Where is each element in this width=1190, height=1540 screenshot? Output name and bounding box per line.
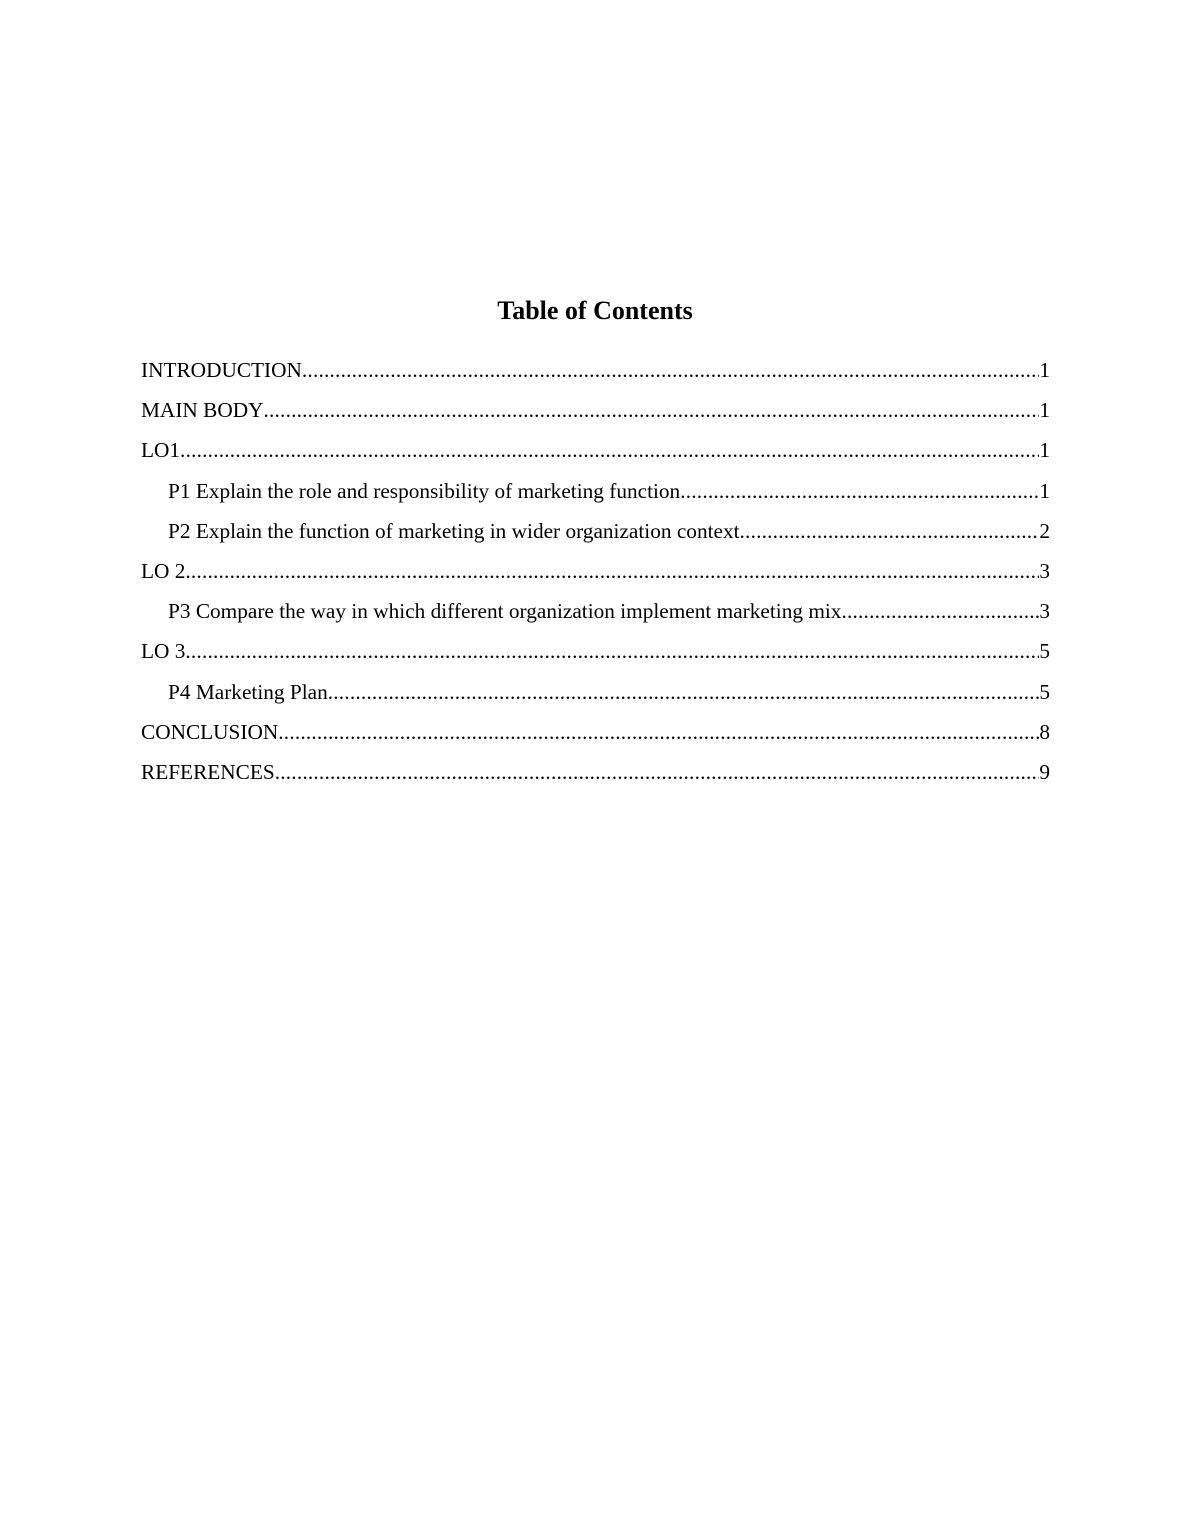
- toc-entry-text: LO 3: [141, 639, 186, 664]
- toc-entry-p3[interactable]: [141, 591, 1050, 631]
- toc-entry-text: LO 2: [141, 558, 186, 583]
- toc-entry-p4[interactable]: [141, 672, 1050, 712]
- toc-leader-dots: [302, 350, 1039, 390]
- toc-entry-introduction[interactable]: [141, 350, 1050, 390]
- toc-entry-text: LO1: [141, 438, 181, 463]
- toc-entry-lo1[interactable]: [141, 430, 1050, 470]
- toc-page-number: 8: [1039, 719, 1050, 744]
- toc-entry-references[interactable]: [141, 752, 1050, 792]
- toc-leader-dots: [275, 752, 1040, 792]
- toc-page-number: 9: [1039, 759, 1050, 784]
- toc-entry-p1[interactable]: [141, 471, 1050, 511]
- toc-leader-dots: [180, 430, 1039, 470]
- toc-entry-text: MAIN BODY: [141, 398, 264, 423]
- toc-entry-lo2[interactable]: [141, 551, 1050, 591]
- toc-page-number: 3: [1039, 599, 1050, 624]
- toc-page-number: 1: [1039, 478, 1050, 503]
- toc-entry-text: P2 Explain the function of marketing in wider organization context: [168, 518, 740, 543]
- toc-title: Table of Contents: [497, 296, 693, 325]
- toc-leader-dots: [263, 390, 1039, 430]
- toc-entry-text: INTRODUCTION: [141, 358, 302, 382]
- toc-leader-dots: [740, 511, 1040, 551]
- toc-entry-main-body[interactable]: [141, 390, 1050, 430]
- toc-leader-dots: [680, 471, 1039, 511]
- toc-leader-dots: [185, 631, 1039, 671]
- toc-page-number: 1: [1039, 438, 1050, 463]
- toc-entry-lo3[interactable]: [141, 631, 1050, 671]
- toc-page-number: 1: [1039, 398, 1050, 423]
- toc-page-number: 3: [1039, 558, 1050, 583]
- toc-leader-dots: [278, 712, 1039, 752]
- toc-leader-dots: [328, 672, 1040, 712]
- toc-entry-conclusion[interactable]: [141, 712, 1050, 752]
- toc-entry-text: P1 Explain the role and responsibility of marketing function: [168, 478, 681, 503]
- toc-page-number: 5: [1039, 639, 1050, 664]
- toc-page-number: 1: [1039, 358, 1050, 382]
- toc-entry-text: P4 Marketing Plan: [168, 679, 328, 704]
- toc-leader-dots: [841, 591, 1039, 631]
- toc-entry-text: P3 Compare the way in which different organization implement marketing mix: [168, 599, 842, 624]
- toc-entry-p2[interactable]: [141, 511, 1050, 551]
- toc-entry-text: REFERENCES: [141, 759, 275, 784]
- toc-entry-text: CONCLUSION: [141, 719, 279, 744]
- toc-page-number: 2: [1039, 518, 1050, 543]
- toc-leader-dots: [185, 551, 1039, 591]
- toc-page-number: 5: [1039, 679, 1050, 704]
- toc-list: [141, 350, 1050, 792]
